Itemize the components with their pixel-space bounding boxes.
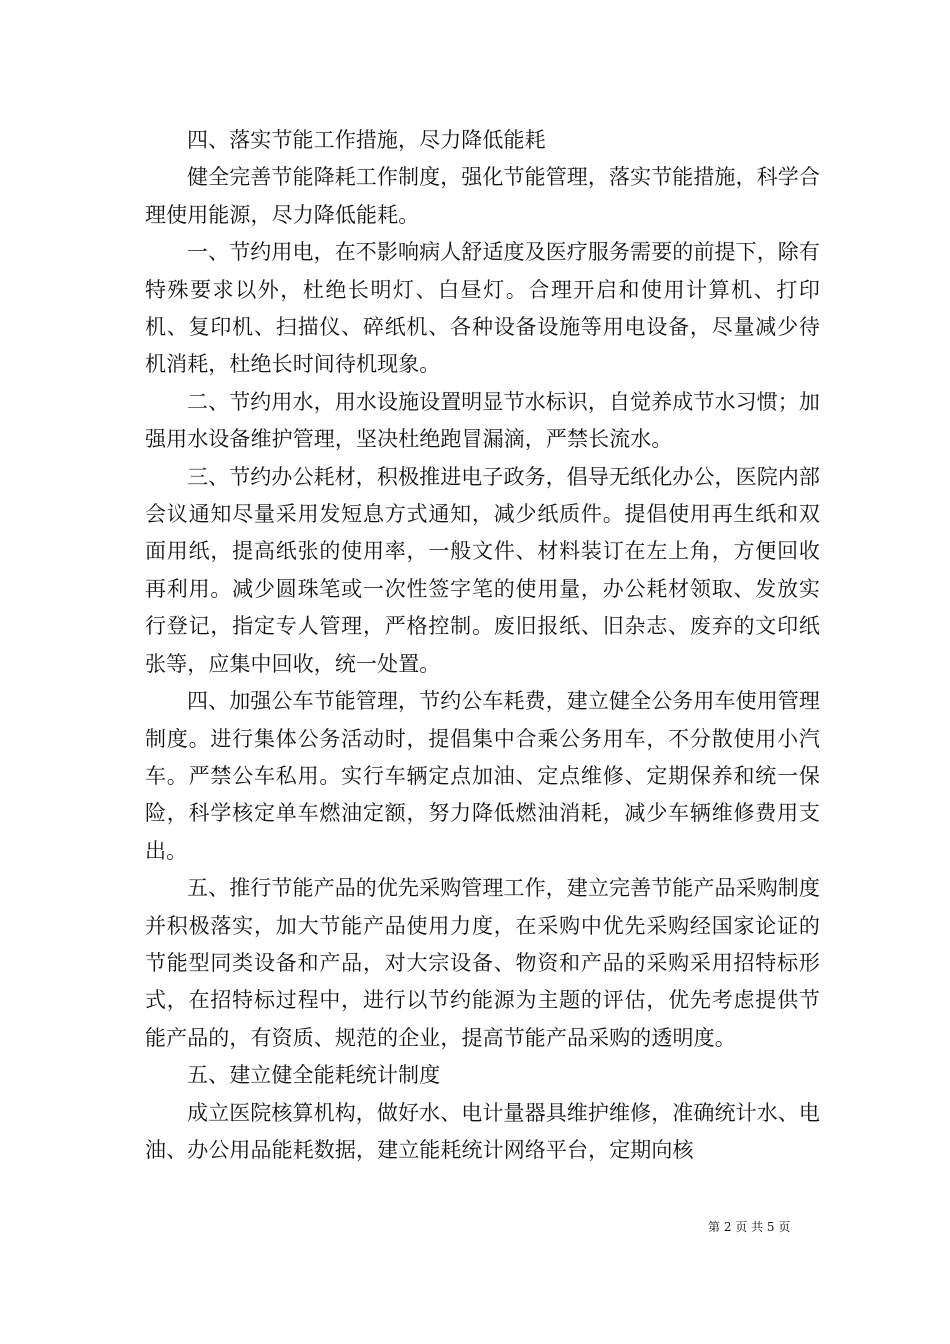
paragraph-water: 二、节约用水，用水设施设置明显节水标识，自觉养成节水习惯；加强用水设备维护管理，坚决杜绝跑冒漏滴，严禁长流水。 [145, 389, 820, 452]
page-number: 第 2 页 共 5 页 [708, 1220, 791, 1234]
document-body [145, 122, 820, 1169]
section-heading-statistics: 五、建立健全能耗统计制度 [187, 1063, 441, 1088]
paragraph-intro: 健全完善节能降耗工作制度，强化节能管理，落实节能措施，科学合理使用能源，尽力降低能耗。 [145, 165, 820, 227]
paragraph-vehicles: 四、加强公车节能管理，节约公车耗费，建立健全公务用车使用管理制度。进行集体公务活动时，提倡集中合乘公务用车，不分散使用小汽车。严禁公车私用。实行车辆定点加油、定点维修、定期保养和统一保险，科学核定单车燃油定额，努力降低燃油消耗，减少车辆维修费用支出。 [145, 689, 820, 863]
paragraph-procurement: 五、推行节能产品的优先采购管理工作，建立完善节能产品采购制度并积极落实，加大节能产品使用力度，在采购中优先采购经国家论证的节能型同类设备和产品，对大宗设备、物资和产品的采购采用招特标形式，在招特标过程中，进行以节约能源为主题的评估，优先考虑提供节能产品的，有资质、规范的企业，提高节能产品采购的透明度。 [145, 876, 820, 1050]
paragraph-office-supplies: 三、节约办公耗材，积极推进电子政务，倡导无纸化办公，医院内部会议通知尽量采用发短息方式通知，减少纸质件。提倡使用再生纸和双面用纸，提高纸张的使用率，一般文件、材料装订在左上角，方便回收再利用。减少圆珠笔或一次性签字笔的使用量，办公耗材领取、发放实行登记，指定专人管理，严格控制。废旧报纸、旧杂志、废弃的文印纸张等，应集中回收，统一处置。 [145, 464, 820, 676]
section-heading-energy-measures: 四、落实节能工作措施，尽力降低能耗 [187, 128, 546, 152]
paragraph-electricity: 一、节约用电，在不影响病人舒适度及医疗服务需要的前提下，除有特殊要求以外，杜绝长明灯、白昼灯。合理开启和使用计算机、打印机、复印机、扫描仪、碎纸机、各种设备设施等用电设备，尽量减少待机消耗，杜绝长时间待机现象。 [145, 240, 820, 377]
paragraph-accounting: 成立医院核算机构，做好水、电计量器具维护维修，准确统计水、电油、办公用品能耗数据，建立能耗统计网络平台，定期向核 [145, 1100, 820, 1162]
